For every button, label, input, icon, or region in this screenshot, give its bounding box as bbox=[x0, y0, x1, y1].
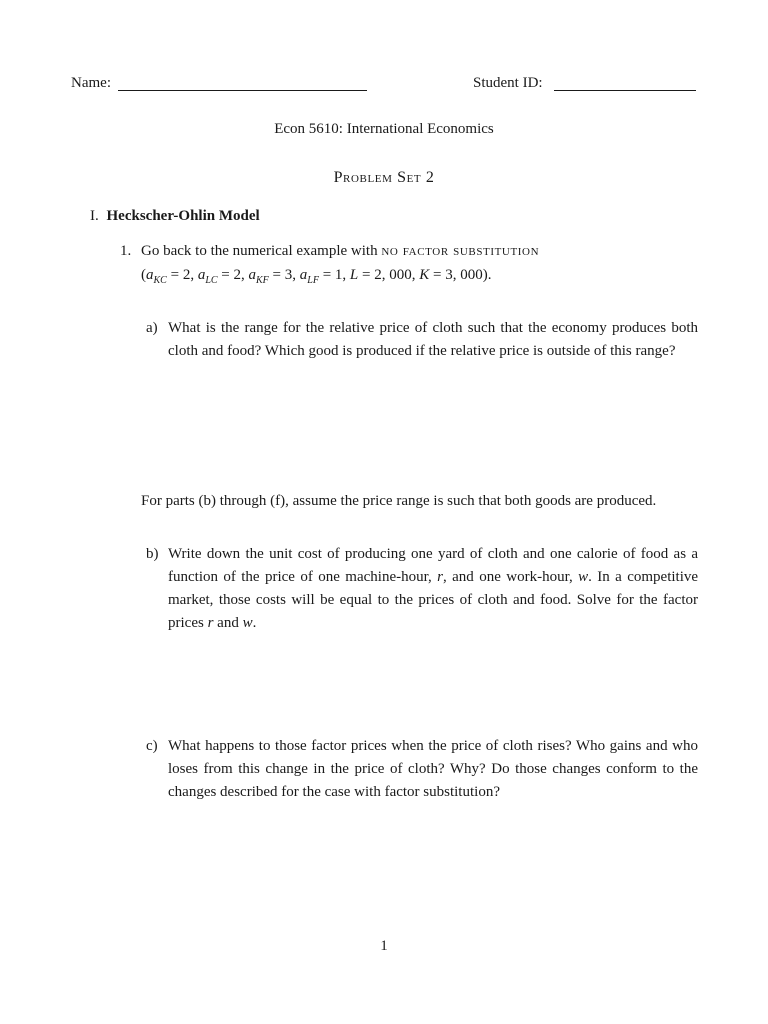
part-b-text-3: . In a competitive market, those costs will be equal to the prices of cloth and food. Solve for the factor prices bbox=[168, 569, 699, 631]
question-1-intro-text: Go back to the numerical example with bbox=[141, 243, 378, 259]
student-id-field-line[interactable] bbox=[554, 90, 696, 91]
part-b-text-2: , and one work-hour, bbox=[443, 569, 573, 585]
part-b-text bbox=[168, 543, 698, 635]
part-a-text: What is the range for the relative price of cloth such that the economy produces both cloth and food? Which good is produced if the relative price is outside of this range? bbox=[168, 320, 698, 359]
name-field-line[interactable] bbox=[118, 90, 367, 91]
student-id-label: Student ID: bbox=[473, 75, 543, 91]
section-numeral: I. bbox=[90, 208, 99, 224]
var-w: w bbox=[578, 569, 589, 585]
part-c-text: What happens to those factor prices when the price of cloth rises? Who gains and who loses from this change in the price of cloth? Why? Do those changes conform to the changes described for the case with factor substitution? bbox=[168, 738, 698, 800]
question-1-parameters: ($a_{KC} = 2$, $a_{LC} = 2$, $a_{KF} = 3$, $a_{LF} = 1$, L = 2, 000, K = 3, 000). bbox=[141, 267, 492, 286]
section-title: Heckscher-Ohlin Model bbox=[106, 208, 260, 224]
part-a-label: a) bbox=[146, 320, 158, 336]
question-1-intro bbox=[141, 240, 701, 263]
part-c-label: c) bbox=[146, 738, 158, 754]
part-b-text-4: and bbox=[217, 615, 239, 631]
var-r-2: r bbox=[207, 615, 214, 631]
parts-note: For parts (b) through (f), assume the price range is such that both goods are produced. bbox=[141, 493, 657, 509]
question-1-number: 1. bbox=[120, 243, 132, 259]
page-number: 1 bbox=[380, 938, 388, 954]
name-label: Name: bbox=[71, 75, 111, 91]
param-a-kf: 3 bbox=[284, 267, 293, 283]
problem-set-title: Problem Set 2 bbox=[333, 169, 435, 186]
param-l: 2, 000 bbox=[374, 267, 412, 283]
course-title: Econ 5610: International Economics bbox=[274, 121, 494, 137]
var-r: r bbox=[437, 569, 443, 585]
part-b-label: b) bbox=[146, 546, 159, 562]
param-a-lf: 1 bbox=[334, 267, 343, 283]
section-heading bbox=[90, 205, 260, 228]
param-a-lc: 2 bbox=[233, 267, 242, 283]
no-factor-substitution-text: no factor substitution bbox=[381, 243, 540, 259]
part-b-text-5: . bbox=[252, 615, 257, 631]
var-w-2: w bbox=[242, 615, 253, 631]
part-b-text-1: Write down the unit cost of producing one yard of cloth and one calorie of food as a function of the price of one machine-hour, bbox=[168, 546, 698, 585]
param-a-kc: 2 bbox=[182, 267, 191, 283]
param-k: 3, 000 bbox=[445, 267, 483, 283]
